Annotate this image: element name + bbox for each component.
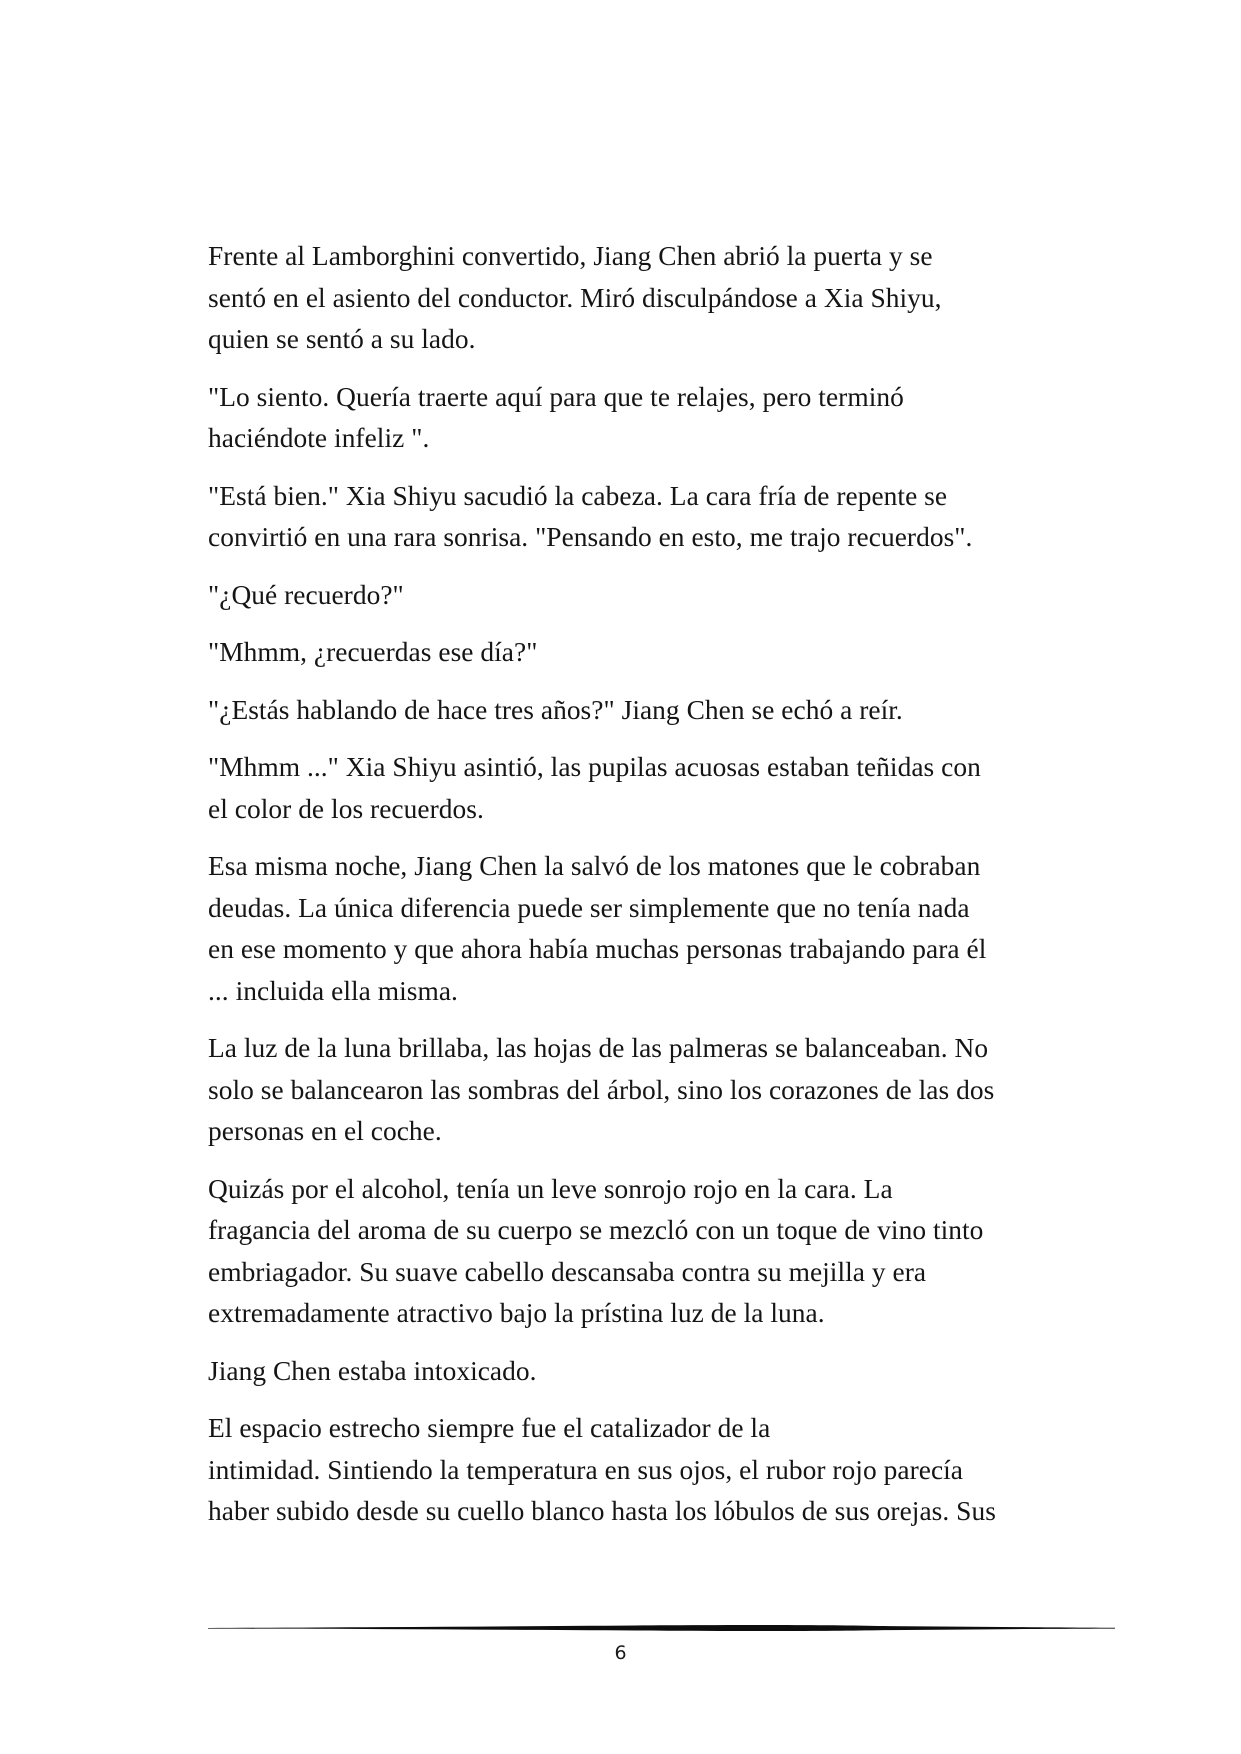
text-line: extremadamente atractivo bajo la prístina luz de la luna. [208,1298,825,1328]
footer-divider [208,1621,1115,1635]
text-line: "Lo siento. Quería traerte aquí para que te relajes, pero terminó [208,381,904,412]
page-number: 6 [614,1642,627,1664]
text-line: "¿Qué recuerdo?" [208,579,404,610]
text-line: La luz de la luna brillaba, las hojas de las palmeras se balanceaban. No [208,1033,989,1063]
text-line: quien se sentó a su lado. [208,324,476,354]
text-line: ... incluida ella misma. [208,975,458,1006]
text-line: "Mhmm, ¿recuerdas ese día?" [208,637,538,667]
text-line: embriagador. Su suave cabello descansaba contra su mejilla y era [208,1256,927,1287]
paragraph [208,690,1068,732]
text-line: "¿Estás hablando de hace tres años?" Jiang Chen se echó a reír. [208,694,903,725]
text-line: solo se balancearon las sombras del árbol, sino los corazones de las dos [208,1074,995,1105]
text-line: intimidad. Sintiendo la temperatura en sus ojos, el rubor rojo parecía [208,1454,964,1485]
text-line: Esa misma noche, Jiang Chen la salvó de los matones que le cobraban [208,851,981,881]
text-line: sentó en el asiento del conductor. Miró disculpándose a Xia Shiyu, [208,282,942,313]
body-text [208,236,1068,1549]
paragraph [208,747,1068,830]
paragraph [208,1028,1068,1153]
text-line: Frente al Lamborghini convertido, Jiang Chen abrió la puerta y se [208,241,933,271]
paragraph [208,846,1068,1012]
paragraph [208,476,1068,559]
text-line: fragancia del aroma de su cuerpo se mezcló con un toque de vino tinto [208,1215,984,1245]
text-line: en ese momento y que ahora había muchas personas trabajando para él [208,934,987,964]
paragraph [208,1351,1068,1393]
text-line: haciéndote infeliz ". [208,423,430,453]
text-line: convirtió en una rara sonrisa. "Pensando en esto, me trajo recuerdos". [208,522,973,552]
paragraph [208,377,1068,460]
text-line: el color de los recuerdos. [208,793,484,824]
paragraph [208,236,1068,361]
text-line: Jiang Chen estaba intoxicado. [208,1355,537,1386]
paragraph [208,632,1068,674]
paragraph [208,1408,1068,1533]
paragraph [208,1169,1068,1335]
text-line: personas en el coche. [208,1116,442,1146]
text-line: haber subido desde su cuello blanco hasta los lóbulos de sus orejas. Sus [208,1496,996,1526]
text-line: El espacio estrecho siempre fue el catalizador de la [208,1413,771,1443]
text-line: "Está bien." Xia Shiyu sacudió la cabeza. La cara fría de repente se [208,480,948,511]
paragraph [208,575,1068,617]
text-line: "Mhmm ..." Xia Shiyu asintió, las pupilas acuosas estaban teñidas con [208,752,981,782]
text-line: Quizás por el alcohol, tenía un leve sonrojo rojo en la cara. La [208,1173,893,1204]
text-line: deudas. La única diferencia puede ser simplemente que no tenía nada [208,892,970,923]
